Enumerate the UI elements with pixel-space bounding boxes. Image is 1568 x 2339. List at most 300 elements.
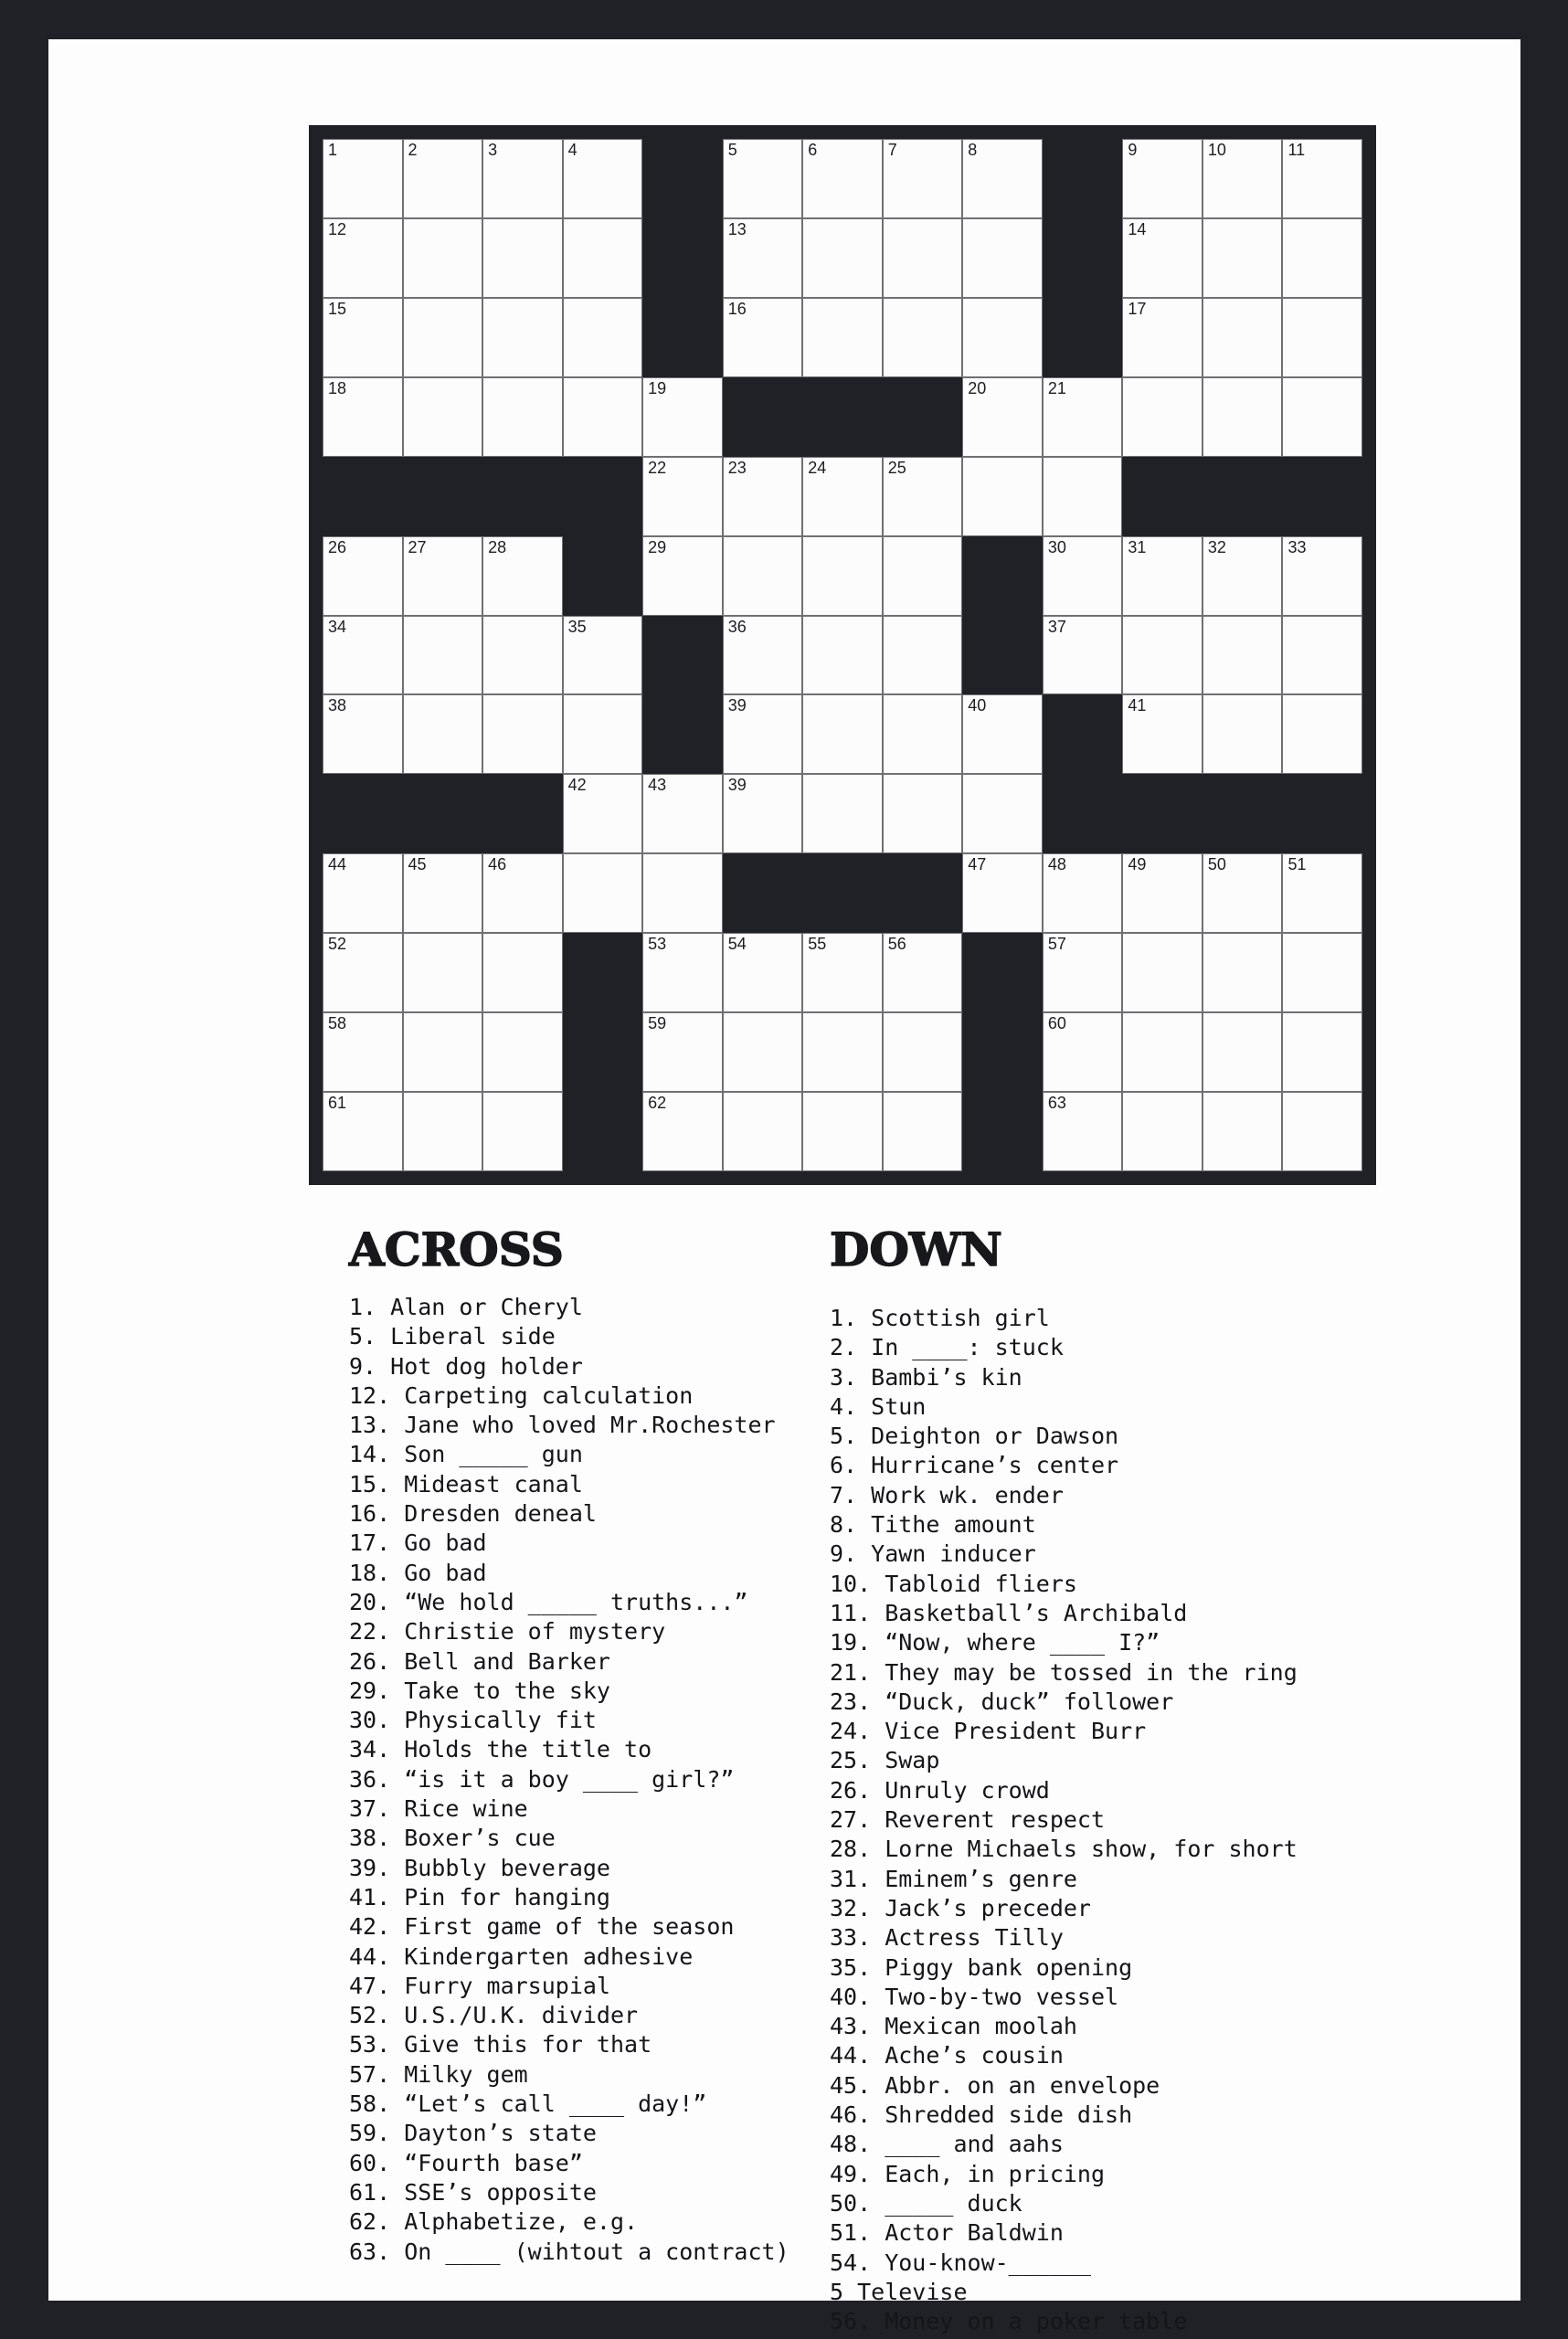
cell-number: 28: [488, 537, 507, 556]
grid-cell[interactable]: [642, 774, 723, 853]
grid-cell[interactable]: [1122, 853, 1202, 933]
cell-number: 39: [727, 776, 747, 795]
grid-cell[interactable]: [482, 1012, 563, 1092]
grid-cell-black: [1122, 457, 1202, 536]
cell-number: 32: [1207, 537, 1226, 556]
across-clue: 12. Carpeting calculation: [349, 1381, 694, 1409]
grid-cell-black: [802, 377, 883, 457]
grid-cell[interactable]: [723, 774, 803, 853]
grid-cell-black: [723, 377, 803, 457]
grid-cell[interactable]: [1122, 616, 1202, 695]
grid-cell[interactable]: [1202, 933, 1283, 1012]
grid-cell[interactable]: [642, 933, 723, 1012]
cell-number: 36: [727, 617, 747, 636]
cell-number: 58: [328, 1014, 347, 1033]
across-clue: 16. Dresden deneal: [349, 1500, 597, 1528]
across-clue: 38. Boxer’s cue: [349, 1825, 556, 1852]
down-clue: 54. You-know-______: [830, 2249, 1091, 2276]
across-clue: 62. Alphabetize, e.g.: [349, 2208, 639, 2236]
grid-cell[interactable]: [1122, 377, 1202, 457]
grid-cell[interactable]: [1122, 1012, 1202, 1092]
down-clue: 50. _____ duck: [830, 2189, 1022, 2217]
grid-cell[interactable]: [1043, 933, 1123, 1012]
cell-number: 23: [727, 458, 747, 477]
grid-cell[interactable]: [802, 1012, 883, 1092]
grid-cell-black: [1043, 298, 1123, 377]
cell-number: 27: [408, 537, 427, 556]
across-clue: 26. Bell and Barker: [349, 1647, 610, 1675]
grid-cell[interactable]: [883, 139, 963, 218]
grid-cell[interactable]: [802, 616, 883, 695]
grid-cell-black: [563, 933, 643, 1012]
cell-number: 10: [1207, 141, 1226, 159]
down-heading: DOWN: [830, 1222, 1002, 1276]
grid-cell[interactable]: [723, 933, 803, 1012]
grid-cell[interactable]: [723, 1092, 803, 1171]
cell-number: 1: [328, 141, 338, 159]
across-clue: 39. Bubbly beverage: [349, 1854, 610, 1881]
grid-cell[interactable]: [642, 1092, 723, 1171]
grid-cell[interactable]: [403, 298, 483, 377]
across-clue: 61. SSE’s opposite: [349, 2178, 597, 2206]
grid-cell[interactable]: [1202, 1092, 1283, 1171]
grid-cell[interactable]: [323, 1012, 403, 1092]
grid-cell[interactable]: [323, 694, 403, 774]
across-clue: 57. Milky gem: [349, 2060, 528, 2088]
grid-cell[interactable]: [883, 616, 963, 695]
grid-cell[interactable]: [723, 457, 803, 536]
grid-cell[interactable]: [1282, 218, 1362, 298]
down-clue: 3. Bambi’s kin: [830, 1363, 1022, 1391]
across-clue: 20. “We hold _____ truths...”: [349, 1588, 748, 1615]
grid-cell-black: [563, 536, 643, 616]
grid-cell[interactable]: [723, 218, 803, 298]
grid-cell[interactable]: [962, 774, 1043, 853]
grid-cell[interactable]: [1282, 933, 1362, 1012]
grid-cell[interactable]: [642, 536, 723, 616]
across-clue: 52. U.S./U.K. divider: [349, 2002, 639, 2029]
grid-cell-black: [642, 616, 723, 695]
cell-number: 44: [328, 855, 347, 874]
down-clue: 56. Money on a poker table: [830, 2308, 1188, 2335]
cell-number: 33: [1287, 537, 1307, 556]
cell-number: 13: [727, 219, 747, 238]
grid-cell[interactable]: [962, 457, 1043, 536]
grid-cell[interactable]: [723, 694, 803, 774]
grid-cell[interactable]: [1122, 536, 1202, 616]
cell-number: 38: [328, 696, 347, 715]
grid-cell[interactable]: [1282, 853, 1362, 933]
cell-number: 61: [328, 1094, 347, 1113]
grid-cell[interactable]: [1202, 1012, 1283, 1092]
grid-cell[interactable]: [1043, 377, 1123, 457]
grid-cell[interactable]: [482, 377, 563, 457]
cell-number: 3: [488, 141, 498, 159]
across-clue: 29. Take to the sky: [349, 1677, 610, 1704]
grid-cell-black: [563, 457, 643, 536]
grid-cell-black: [563, 1092, 643, 1171]
grid-cell[interactable]: [1043, 536, 1123, 616]
grid-cell[interactable]: [962, 139, 1043, 218]
grid-cell[interactable]: [403, 536, 483, 616]
grid-cell[interactable]: [802, 694, 883, 774]
down-clue: 9. Yawn inducer: [830, 1540, 1036, 1568]
grid-cell[interactable]: [723, 139, 803, 218]
down-clue: 5. Deighton or Dawson: [830, 1423, 1119, 1450]
grid-cell-black: [642, 139, 723, 218]
grid-cell[interactable]: [1202, 536, 1283, 616]
down-clue: 40. Two-by-two vessel: [830, 1983, 1119, 2010]
cell-number: 60: [1047, 1014, 1066, 1033]
grid-cell[interactable]: [323, 139, 403, 218]
cell-number: 31: [1128, 537, 1147, 556]
grid-cell[interactable]: [1122, 933, 1202, 1012]
cell-number: 54: [727, 935, 747, 954]
grid-cell[interactable]: [482, 933, 563, 1012]
grid-cell-black: [482, 774, 563, 853]
grid-cell[interactable]: [323, 377, 403, 457]
down-clue: 21. They may be tossed in the ring: [830, 1658, 1298, 1686]
grid-cell[interactable]: [563, 218, 643, 298]
grid-cell[interactable]: [1043, 853, 1123, 933]
cell-number: 40: [968, 696, 987, 715]
across-clue: 13. Jane who loved Mr.Rochester: [349, 1412, 776, 1439]
cell-number: 53: [648, 935, 667, 954]
cell-number: 41: [1128, 696, 1147, 715]
grid-cell[interactable]: [403, 377, 483, 457]
grid-cell[interactable]: [403, 1012, 483, 1092]
down-clue: 35. Piggy bank opening: [830, 1953, 1133, 1981]
across-clue: 1. Alan or Cheryl: [349, 1294, 583, 1320]
grid-cell[interactable]: [962, 694, 1043, 774]
down-clue: 46. Shredded side dish: [830, 2101, 1133, 2129]
cell-number: 63: [1047, 1094, 1066, 1113]
cell-number: 56: [887, 935, 906, 954]
grid-cell[interactable]: [403, 933, 483, 1012]
across-clue: 60. “Fourth base”: [349, 2149, 583, 2176]
grid-cell[interactable]: [642, 1012, 723, 1092]
cell-number: 14: [1128, 219, 1147, 238]
down-clue: 51. Actor Baldwin: [830, 2219, 1064, 2247]
grid-cell[interactable]: [563, 694, 643, 774]
grid-cell-black: [1282, 457, 1362, 536]
grid-cell[interactable]: [802, 218, 883, 298]
grid-cell[interactable]: [482, 853, 563, 933]
grid-cell-black: [883, 853, 963, 933]
grid-cell[interactable]: [1122, 694, 1202, 774]
across-section: [349, 1222, 824, 2267]
grid-cell[interactable]: [1282, 536, 1362, 616]
across-clue: 22. Christie of mystery: [349, 1618, 666, 1646]
across-clue-list: [349, 1293, 824, 2267]
cell-number: 43: [648, 776, 667, 795]
grid-cell[interactable]: [403, 139, 483, 218]
grid-cell[interactable]: [802, 457, 883, 536]
grid-cell[interactable]: [802, 774, 883, 853]
cell-number: 8: [968, 141, 978, 159]
across-clue: 47. Furry marsupial: [349, 1972, 610, 1999]
grid-cell[interactable]: [723, 298, 803, 377]
grid-cell[interactable]: [642, 457, 723, 536]
cell-number: 39: [727, 696, 747, 715]
grid-cell-black: [1282, 774, 1362, 853]
grid-cell-black: [642, 218, 723, 298]
grid-cell[interactable]: [883, 218, 963, 298]
cell-number: 49: [1128, 855, 1147, 874]
cell-number: 59: [648, 1014, 667, 1033]
grid-cell[interactable]: [1122, 139, 1202, 218]
cell-number: 11: [1287, 141, 1306, 159]
grid-cell[interactable]: [323, 218, 403, 298]
cell-number: 37: [1047, 617, 1066, 636]
grid-cell[interactable]: [323, 933, 403, 1012]
grid-cell[interactable]: [883, 536, 963, 616]
grid-cell[interactable]: [642, 377, 723, 457]
grid-cell[interactable]: [962, 853, 1043, 933]
across-clue: 42. First game of the season: [349, 1913, 735, 1941]
cell-number: 19: [648, 378, 667, 397]
grid-cell[interactable]: [403, 853, 483, 933]
grid-cell[interactable]: [1282, 1092, 1362, 1171]
grid-cell[interactable]: [563, 774, 643, 853]
down-clue: 31. Eminem’s genre: [830, 1865, 1077, 1892]
down-clue: 27. Reverent respect: [830, 1806, 1106, 1834]
grid-cell-black: [723, 853, 803, 933]
grid-cell-black: [1043, 218, 1123, 298]
grid-cell-black: [1043, 774, 1123, 853]
grid-cell-black: [962, 536, 1043, 616]
across-clue: 44. Kindergarten adhesive: [349, 1942, 694, 1970]
grid-cell-black: [883, 377, 963, 457]
across-clue: 30. Physically fit: [349, 1707, 597, 1734]
grid-cell[interactable]: [802, 1092, 883, 1171]
grid-cell[interactable]: [1202, 139, 1283, 218]
down-clue: 10. Tabloid fliers: [830, 1570, 1077, 1597]
down-clue: 1. Scottish girl: [830, 1305, 1050, 1331]
grid-cell[interactable]: [1122, 218, 1202, 298]
down-clue: 26. Unruly crowd: [830, 1776, 1050, 1804]
cell-number: 42: [567, 776, 587, 795]
across-clue: 36. “is it a boy ____ girl?”: [349, 1765, 735, 1793]
grid-cell-black: [563, 1012, 643, 1092]
grid-cell[interactable]: [1043, 457, 1123, 536]
grid-cell[interactable]: [723, 536, 803, 616]
grid-cell[interactable]: [563, 616, 643, 695]
across-clue: 15. Mideast canal: [349, 1470, 583, 1498]
grid-cell[interactable]: [1202, 853, 1283, 933]
grid-cell[interactable]: [883, 1012, 963, 1092]
grid-cell[interactable]: [563, 853, 643, 933]
grid-cell-black: [403, 774, 483, 853]
across-clue: 59. Dayton’s state: [349, 2120, 597, 2147]
puzzle-page: [48, 39, 1520, 2335]
cell-number: 20: [968, 378, 987, 397]
cell-number: 7: [887, 141, 897, 159]
down-clue: 8. Tithe amount: [830, 1511, 1036, 1539]
grid-cell[interactable]: [482, 616, 563, 695]
grid-cell[interactable]: [563, 298, 643, 377]
grid-cell[interactable]: [482, 139, 563, 218]
grid-cell[interactable]: [1282, 1012, 1362, 1092]
grid-cell[interactable]: [482, 536, 563, 616]
grid-cell[interactable]: [1202, 377, 1283, 457]
cell-number: 15: [328, 299, 347, 318]
grid-cell[interactable]: [1043, 1012, 1123, 1092]
grid-cell[interactable]: [1122, 298, 1202, 377]
grid-cell[interactable]: [1282, 377, 1362, 457]
cell-number: 25: [887, 458, 906, 477]
down-clue: 5 Televise: [830, 2278, 968, 2305]
across-clue: 5. Liberal side: [349, 1323, 556, 1350]
cell-number: 4: [567, 141, 577, 159]
grid-cell-black: [1043, 694, 1123, 774]
grid-cell[interactable]: [1043, 616, 1123, 695]
cell-number: 35: [567, 617, 587, 636]
grid-cell[interactable]: [1043, 1092, 1123, 1171]
grid-cell[interactable]: [883, 774, 963, 853]
cell-number: 45: [408, 855, 427, 874]
cell-number: 26: [328, 537, 347, 556]
down-clue: 45. Abbr. on an envelope: [830, 2071, 1160, 2099]
grid-cell[interactable]: [482, 218, 563, 298]
down-clue: 48. ____ and aahs: [830, 2131, 1064, 2158]
grid-cell[interactable]: [1202, 616, 1283, 695]
grid-cell-black: [482, 457, 563, 536]
down-clue: 6. Hurricane’s center: [830, 1452, 1119, 1479]
cell-number: 55: [808, 935, 827, 954]
cell-number: 24: [808, 458, 827, 477]
grid-cell[interactable]: [883, 694, 963, 774]
grid-cell[interactable]: [1202, 298, 1283, 377]
grid-cell[interactable]: [482, 694, 563, 774]
grid-cell[interactable]: [962, 218, 1043, 298]
crossword-grid: [323, 139, 1362, 1171]
down-clue: 23. “Duck, duck” follower: [830, 1688, 1174, 1715]
grid-cell-black: [323, 774, 403, 853]
across-clue: 17. Go bad: [349, 1529, 487, 1557]
cell-number: 57: [1047, 935, 1066, 954]
cell-number: 2: [408, 141, 418, 159]
grid-cell[interactable]: [1202, 694, 1283, 774]
grid-cell[interactable]: [482, 1092, 563, 1171]
down-clue-list: [830, 1304, 1506, 2336]
grid-cell[interactable]: [962, 377, 1043, 457]
grid-cell[interactable]: [323, 1092, 403, 1171]
cell-number: 52: [328, 935, 347, 954]
grid-cell[interactable]: [883, 298, 963, 377]
grid-cell[interactable]: [642, 853, 723, 933]
grid-cell[interactable]: [563, 139, 643, 218]
cell-number: 9: [1128, 141, 1138, 159]
across-clue: 34. Holds the title to: [349, 1736, 652, 1763]
across-clue: 14. Son _____ gun: [349, 1441, 583, 1468]
grid-cell[interactable]: [563, 377, 643, 457]
cell-number: 16: [727, 299, 747, 318]
cell-number: 6: [808, 141, 818, 159]
grid-cell-black: [403, 457, 483, 536]
grid-cell[interactable]: [723, 1012, 803, 1092]
down-clue: 49. Each, in pricing: [830, 2160, 1106, 2187]
grid-cell-black: [1202, 774, 1283, 853]
across-heading: ACROSS: [349, 1222, 564, 1276]
down-clue: 28. Lorne Michaels show, for short: [830, 1836, 1298, 1863]
grid-cell[interactable]: [1282, 616, 1362, 695]
down-clue: 33. Actress Tilly: [830, 1924, 1064, 1952]
across-clue: 58. “Let’s call ____ day!”: [349, 2090, 707, 2118]
down-clue: 44. Ache’s cousin: [830, 2042, 1064, 2069]
grid-cell-black: [1043, 139, 1123, 218]
grid-cell[interactable]: [962, 298, 1043, 377]
across-clue: 37. Rice wine: [349, 1795, 528, 1823]
grid-cell[interactable]: [323, 298, 403, 377]
down-clue: 24. Vice President Burr: [830, 1718, 1147, 1745]
grid-cell-black: [962, 1012, 1043, 1092]
grid-cell[interactable]: [1122, 1092, 1202, 1171]
down-clue: 43. Mexican moolah: [830, 2013, 1077, 2040]
cell-number: 29: [648, 537, 667, 556]
across-clue: 63. On ____ (wihtout a contract): [349, 2238, 789, 2265]
grid-cell[interactable]: [1282, 139, 1362, 218]
across-clue: 41. Pin for hanging: [349, 1883, 610, 1910]
grid-cell-black: [802, 853, 883, 933]
across-clue: 53. Give this for that: [349, 2031, 652, 2059]
cell-number: 47: [968, 855, 987, 874]
grid-cell[interactable]: [802, 139, 883, 218]
grid-cell[interactable]: [323, 536, 403, 616]
cell-number: 34: [328, 617, 347, 636]
crossword-grid-frame: [309, 125, 1376, 1185]
cell-number: 5: [727, 141, 737, 159]
grid-cell[interactable]: [403, 616, 483, 695]
cell-number: 62: [648, 1094, 667, 1113]
down-clue: 2. In ____: stuck: [830, 1334, 1064, 1361]
grid-cell[interactable]: [323, 853, 403, 933]
grid-cell[interactable]: [323, 616, 403, 695]
grid-cell[interactable]: [403, 218, 483, 298]
grid-cell[interactable]: [403, 1092, 483, 1171]
grid-cell[interactable]: [482, 298, 563, 377]
grid-cell-black: [1122, 774, 1202, 853]
grid-cell[interactable]: [883, 933, 963, 1012]
grid-cell[interactable]: [802, 298, 883, 377]
cell-number: 46: [488, 855, 507, 874]
grid-cell[interactable]: [1282, 298, 1362, 377]
grid-cell[interactable]: [403, 694, 483, 774]
cell-number: 51: [1287, 855, 1307, 874]
down-clue: 11. Basketball’s Archibald: [830, 1599, 1188, 1626]
grid-cell-black: [642, 694, 723, 774]
grid-cell[interactable]: [802, 536, 883, 616]
down-clue: 32. Jack’s preceder: [830, 1894, 1091, 1921]
grid-cell[interactable]: [802, 933, 883, 1012]
across-clue: 9. Hot dog holder: [349, 1352, 583, 1380]
grid-cell-black: [962, 933, 1043, 1012]
cell-number: 18: [328, 378, 347, 397]
grid-cell[interactable]: [1282, 694, 1362, 774]
grid-cell[interactable]: [883, 1092, 963, 1171]
grid-cell-black: [323, 457, 403, 536]
grid-cell-black: [642, 298, 723, 377]
down-clue: 4. Stun: [830, 1392, 927, 1420]
cell-number: 12: [328, 219, 347, 238]
down-clue: 19. “Now, where ____ I?”: [830, 1629, 1160, 1656]
cell-number: 17: [1128, 299, 1147, 318]
grid-cell-black: [962, 1092, 1043, 1171]
grid-cell[interactable]: [883, 457, 963, 536]
grid-cell[interactable]: [1202, 218, 1283, 298]
cell-number: 21: [1047, 378, 1066, 397]
grid-cell[interactable]: [723, 616, 803, 695]
